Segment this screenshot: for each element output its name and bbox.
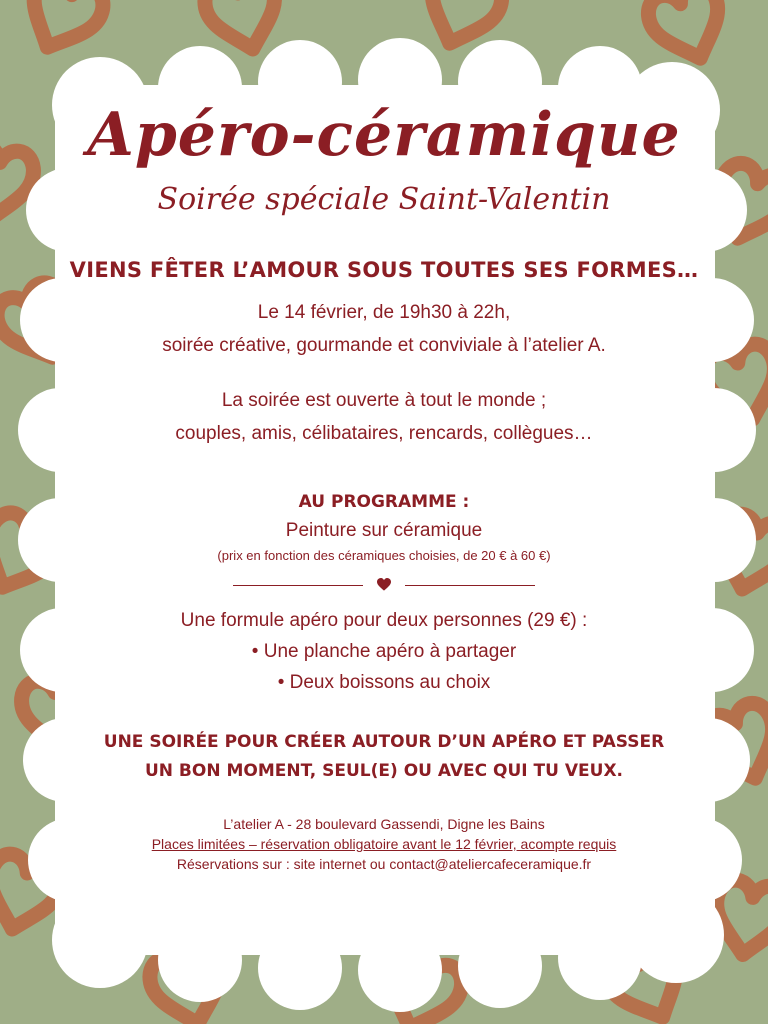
program-title: AU PROGRAMME : [298, 492, 470, 512]
audience-line-1: La soirée est ouverte à tout le monde ; [221, 390, 547, 411]
flyer-content [60, 95, 708, 935]
intro-line-2: soirée créative, gourmande et conviviale à l’atelier A. [162, 335, 606, 356]
formula-bullet-2: • Deux boissons au choix [277, 672, 491, 693]
audience-line-2: couples, amis, célibataires, rencards, collègues… [175, 423, 593, 444]
intro-text [60, 296, 708, 362]
formula-title: Une formule apéro pour deux personnes (29 €) : [180, 610, 588, 631]
divider-line [405, 585, 535, 586]
headline: VIENS FÊTER L’AMOUR SOUS TOUTES SES FORMES… [69, 258, 699, 282]
address: L’atelier A - 28 boulevard Gassendi, Digne les Bains [223, 816, 545, 832]
divider-line [233, 585, 363, 586]
audience-text [60, 384, 708, 450]
intro-line-1: Le 14 février, de 19h30 à 22h, [257, 302, 511, 323]
footer-info [60, 814, 708, 874]
formula-bullet-1: • Une planche apéro à partager [251, 641, 517, 662]
reservation-info: Réservations sur : site internet ou contact@ateliercafeceramique.fr [176, 856, 592, 872]
heart-icon [377, 578, 391, 592]
program-price-note: (prix en fonction des céramiques choisies, de 20 € à 60 €) [217, 548, 551, 563]
heart-divider [60, 577, 708, 593]
page-title: Apéro-céramique [87, 100, 681, 170]
program-item-painting: Peinture sur céramique [285, 520, 483, 541]
apero-formula [60, 605, 708, 698]
closing-line-1: UNE SOIRÉE POUR CRÉER AUTOUR D’UN APÉRO ET PASSER [103, 732, 665, 752]
subtitle: Soirée spéciale Saint-Valentin [157, 182, 611, 217]
places-limited-notice: Places limitées – réservation obligatoire avant le 12 février, acompte requis [151, 836, 617, 852]
closing-line-2: UN BON MOMENT, SEUL(E) OU AVEC QUI TU VEUX. [144, 761, 624, 781]
closing-statement [60, 728, 708, 786]
